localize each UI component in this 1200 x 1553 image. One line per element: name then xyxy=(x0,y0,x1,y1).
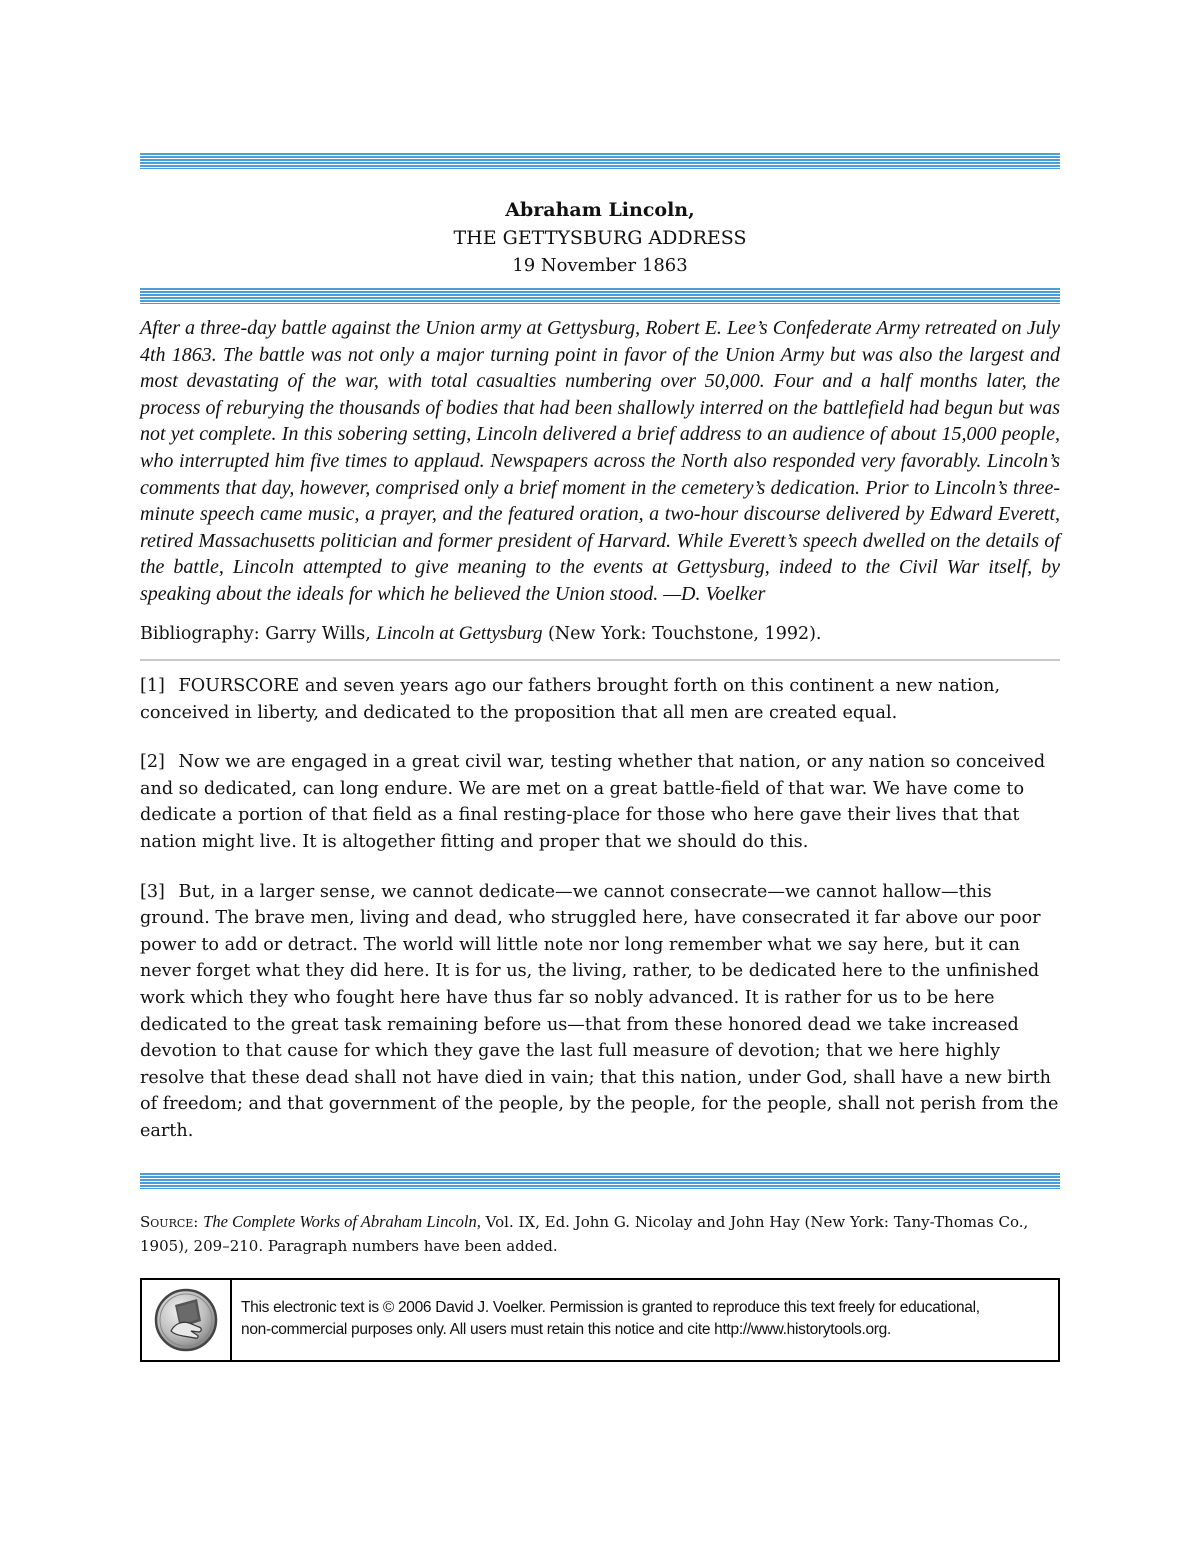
header-bottom-rule xyxy=(140,288,1060,304)
copyright-notice-box xyxy=(140,1278,1060,1362)
bibliography xyxy=(140,620,1060,648)
logo-cell xyxy=(142,1280,232,1360)
paragraph-text: But, in a larger sense, we cannot dedicate—we cannot consecrate—we cannot hallow—this ground. The brave men, living and dead, who struggled here, have consecrated it far above our poor power to add or detract. The world will little note nor long remember what we say here, but it can never forget what they did here. It is for us, the living, rather, to be dedicated here to the unfinished work which they who fought here have thus far so nobly advanced. It is rather for us to be here dedicated to the great task remaining before us—that from these honored dead we take increased devotion to that cause for which they gave the last full measure of devotion; that we here highly resolve that these dead shall not have died in vain; that this nation, under God, shall have a new birth of freedom; and that government of the people, by the people, for the people, shall not perish from the earth. xyxy=(140,881,1059,1141)
paragraph-text: FOURSCORE and seven years ago our fathers brought forth on this continent a new nation, conceived in liberty, and dedicated to the proposition that all men are created equal. xyxy=(140,676,1001,723)
top-decorative-rule xyxy=(140,153,1060,169)
source-label: Source: xyxy=(140,1213,199,1231)
copyright-notice-text xyxy=(232,1280,980,1360)
speech-text xyxy=(140,673,1060,1168)
paragraph-number: [1] xyxy=(140,676,165,696)
source-details: Vol. IX, Ed. John G. Nicolay and John Hay (New York: Tany-Thomas Co., 1905), 209–210. Paragraph numbers have been added. xyxy=(140,1213,1029,1255)
paragraph-number: [3] xyxy=(140,881,165,902)
bibliography-suffix: (New York: Touchstone, 1992). xyxy=(542,624,822,644)
paragraph-text: Now we are engaged in a great civil war, testing whether that nation, or any nation so conceived and so dedicated, can long endure. We are met on a great battle-field of that war. We have come to dedicate a portion of that field as a final resting-place for those who here gave their lives that that nation might live. It is altogether fitting and proper that we should do this. xyxy=(140,752,1046,852)
bibliography-prefix: Bibliography: Garry Wills, xyxy=(140,624,377,644)
intro-paragraph xyxy=(140,315,1060,608)
section-divider xyxy=(140,659,1060,661)
author-name: Abraham Lincoln, xyxy=(505,199,695,221)
speech-paragraph xyxy=(140,673,1060,726)
historytools-logo-icon xyxy=(153,1287,219,1353)
source-work-title: The Complete Works of Abraham Lincoln, xyxy=(203,1212,481,1231)
speech-paragraph xyxy=(140,879,1060,1145)
document-date: 19 November 1863 xyxy=(512,255,688,276)
intro-text: After a three-day battle against the Union army at Gettysburg, Robert E. Lee’s Confederate Army retreated on July 4th 1863. The battle was not only a major turning point in favor of the Union Army but was also the largest and most devastating of the war, with total casualties numbering over 50,000. Four and a half months later, the process of reburying the thousands of bodies that had been shallowly interred on the battlefield had begun but was not yet complete. In this sobering setting, Lincoln delivered a brief address to an audience of about 15,000 people, who interrupted him five times to applaud. Newspapers across the North also responded very favorably. Lincoln’s comments that day, however, comprised only a brief moment in the cemetery’s dedication. Prior to Lincoln’s three-minute speech came music, a prayer, and the featured oration, a two-hour discourse delivered by Edward Everett, retired Massachusetts politician and former president of Harvard. While Everett’s speech dwelled on the details of the battle, Lincoln attempted to give meaning to the events at Gettysburg, indeed to the Civil War itself, by speaking about the ideals for which he believed the Union stood. xyxy=(140,317,1060,605)
intro-signature: —D. Voelker xyxy=(658,582,766,605)
notice-line-2: non-commercial purposes only. All users must retain this notice and cite http://www.historytools.org. xyxy=(241,1321,891,1338)
title-block xyxy=(140,196,1060,280)
document-title: THE GETTYSBURG ADDRESS xyxy=(453,227,747,249)
document-page xyxy=(140,0,1060,1553)
speech-paragraph xyxy=(140,749,1060,855)
notice-line-1: This electronic text is © 2006 David J. Voelker. Permission is granted to reproduce this text freely for educational, xyxy=(241,1299,980,1316)
source-citation xyxy=(140,1210,1060,1258)
bibliography-book-title: Lincoln at Gettysburg xyxy=(376,623,543,644)
footer-decorative-rule xyxy=(140,1173,1060,1189)
paragraph-number: [2] xyxy=(140,752,165,773)
